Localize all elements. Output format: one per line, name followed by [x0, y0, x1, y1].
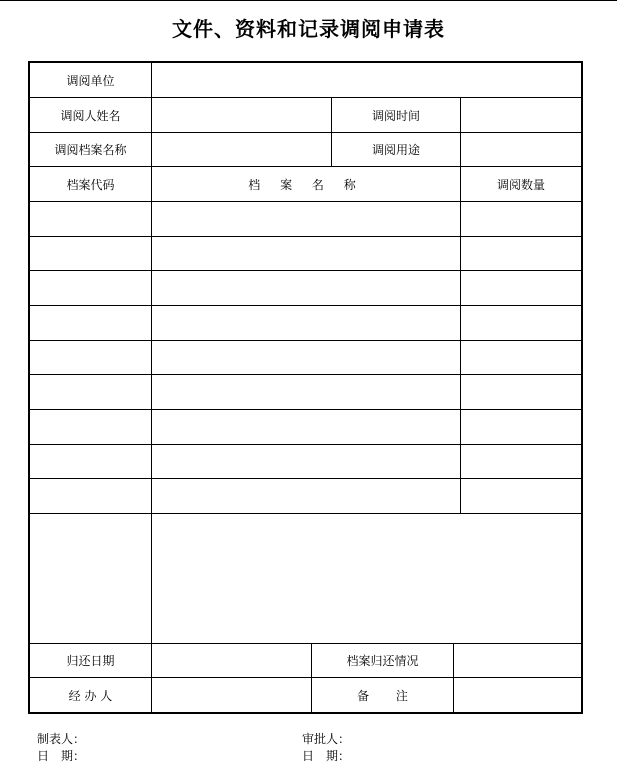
handler-label: 经 办 人 — [68, 688, 113, 703]
table-cell-code[interactable] — [30, 479, 151, 513]
table-cell-quantity[interactable] — [461, 271, 581, 305]
request-form-table — [28, 61, 583, 714]
table-cell-name[interactable] — [152, 410, 460, 444]
table-cell-quantity[interactable] — [461, 341, 581, 374]
table-cell-quantity[interactable] — [461, 410, 581, 444]
table-cell-code[interactable] — [30, 202, 151, 236]
table-cell-name[interactable] — [152, 237, 460, 270]
archive-name-label: 调阅档案名称 — [54, 143, 127, 157]
column-header-name: 档 案 名 称 — [248, 177, 364, 192]
table-cell-code[interactable] — [30, 271, 151, 305]
return-status-label: 档案归还情况 — [346, 654, 419, 668]
time-label: 调阅时间 — [371, 108, 420, 123]
table-cell-name[interactable] — [152, 445, 460, 478]
column-header-quantity: 调阅数量 — [496, 177, 545, 192]
table-cell-name[interactable] — [152, 202, 460, 236]
time-field[interactable] — [461, 98, 581, 132]
unit-field[interactable] — [152, 63, 581, 97]
purpose-field[interactable] — [461, 133, 581, 166]
notes-right-cell[interactable] — [152, 514, 581, 643]
return-status-field[interactable] — [454, 644, 581, 677]
approver-date-label: 日 期： — [302, 749, 351, 763]
person-name-field[interactable] — [152, 98, 331, 132]
purpose-label: 调阅用途 — [371, 143, 420, 157]
approver-label: 审批人： — [302, 732, 351, 746]
table-cell-name[interactable] — [152, 271, 460, 305]
table-cell-code[interactable] — [30, 375, 151, 409]
table-cell-code[interactable] — [30, 445, 151, 478]
table-cell-name[interactable] — [152, 306, 460, 340]
table-cell-quantity[interactable] — [461, 375, 581, 409]
notes-left-cell[interactable] — [30, 514, 151, 643]
return-date-label: 归还日期 — [66, 654, 115, 668]
table-cell-quantity[interactable] — [461, 479, 581, 513]
table-cell-name[interactable] — [152, 479, 460, 513]
remarks-field[interactable] — [454, 678, 581, 712]
handler-field[interactable] — [152, 678, 311, 712]
person-name-label: 调阅人姓名 — [60, 108, 121, 123]
table-cell-code[interactable] — [30, 306, 151, 340]
table-cell-quantity[interactable] — [461, 445, 581, 478]
table-cell-name[interactable] — [152, 341, 460, 374]
return-date-field[interactable] — [152, 644, 311, 677]
table-cell-code[interactable] — [30, 341, 151, 374]
column-header-code: 档案代码 — [66, 177, 115, 192]
remarks-label: 备 注 — [357, 688, 408, 703]
maker-date-label: 日 期： — [37, 749, 86, 763]
form-title: 文件、资料和记录调阅申请表 — [172, 17, 445, 41]
table-cell-quantity[interactable] — [461, 237, 581, 270]
archive-name-field[interactable] — [152, 133, 331, 166]
table-cell-code[interactable] — [30, 237, 151, 270]
top-rule — [0, 0, 617, 1]
table-cell-code[interactable] — [30, 410, 151, 444]
table-cell-quantity[interactable] — [461, 306, 581, 340]
table-cell-name[interactable] — [152, 375, 460, 409]
maker-label: 制表人： — [37, 732, 86, 746]
table-cell-quantity[interactable] — [461, 202, 581, 236]
unit-label: 调阅单位 — [66, 73, 115, 88]
